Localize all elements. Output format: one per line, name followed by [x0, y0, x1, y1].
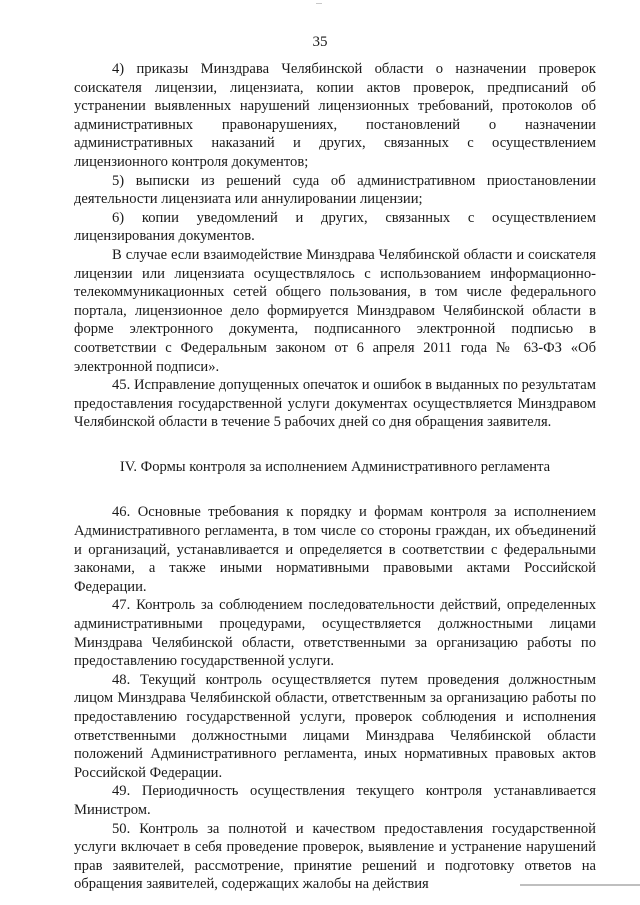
scan-edge-line — [520, 884, 640, 886]
paragraph-49: 49. Периодичность осуществления текущего контроля устанавливается Министром. — [74, 783, 596, 818]
page-number: 35 — [312, 34, 328, 50]
paragraph-item-6: 6) копии уведомлений и других, связанных с осуществлением лицензирования документов. — [74, 209, 596, 245]
paragraph-45: 45. Исправление допущенных опечаток и ошибок в выданных по результатам предоставления государственной услуги документах осуществляется Минздравом Челябинской области в течение 5 рабочих дней со дня обращения заявителя. — [74, 377, 596, 431]
paragraph-item-4: 4) приказы Минздрава Челябинской области о назначении проверок соискателя лицензии, лицензиата, копии актов проверок, предписаний об устранении выявленных нарушений лицензионных требований, протоколов об административных правонарушениях, постановлений о назначении административных наказаний и других, связанных с осуществлением лицензионного контроля документов; — [74, 61, 596, 170]
scan-mark — [316, 3, 322, 4]
paragraph-46: 46. Основные требования к порядку и формам контроля за исполнением Административного регламента, в том числе со стороны граждан, их объединений и организаций, устанавливается и определяется в соответствии с федеральными законами, а также иными нормативными правовыми актами Российской Федерации. — [74, 504, 596, 595]
paragraph-47: 47. Контроль за соблюдением последовательности действий, определенных административными процедурами, осуществляется должностными лицами Минздрава Челябинской области, ответственными за организацию работы по предоставлению государственной услуги. — [74, 597, 596, 670]
paragraph-48: 48. Текущий контроль осуществляется путем проведения должностным лицом Минздрава Челябинской области, ответственным за организацию работы по предоставлению государственной услуги, проверок соблюдения и исполнения ответственными должностными лицами Минздрава Челябинской области положений Административного регламента, иных нормативных правовых актов Российской Федерации. — [74, 671, 596, 781]
paragraph-50: 50. Контроль за полнотой и качеством предоставления государственной услуги включает в себя проведение проверок, выявление и устранение нарушений прав заявителей, рассмотрение, принятие решений и подготовку ответов на обращения заявителей, содержащих жалобы на действия — [74, 820, 596, 893]
paragraph-electronic-case: В случае если взаимодействие Минздрава Челябинской области и соискателя лицензии или лицензиата осуществлялось с использованием информационно-телекоммуникационных сетей общего пользования, в том числе федерального портала, лицензионное дело формируется Минздравом Челябинской области в форме электронного документа, подписанного электронной подписью в соответствии с Федеральным законом от 6 апреля 2011 года № 63-ФЗ «Об электронной подписи». — [74, 246, 596, 375]
section-heading: IV. Формы контроля за исполнением Административного регламента — [119, 458, 551, 475]
document-body — [74, 60, 596, 894]
paragraph-item-5: 5) выписки из решений суда об административном приостановлении деятельности лицензиата или аннулировании лицензии; — [74, 172, 596, 208]
